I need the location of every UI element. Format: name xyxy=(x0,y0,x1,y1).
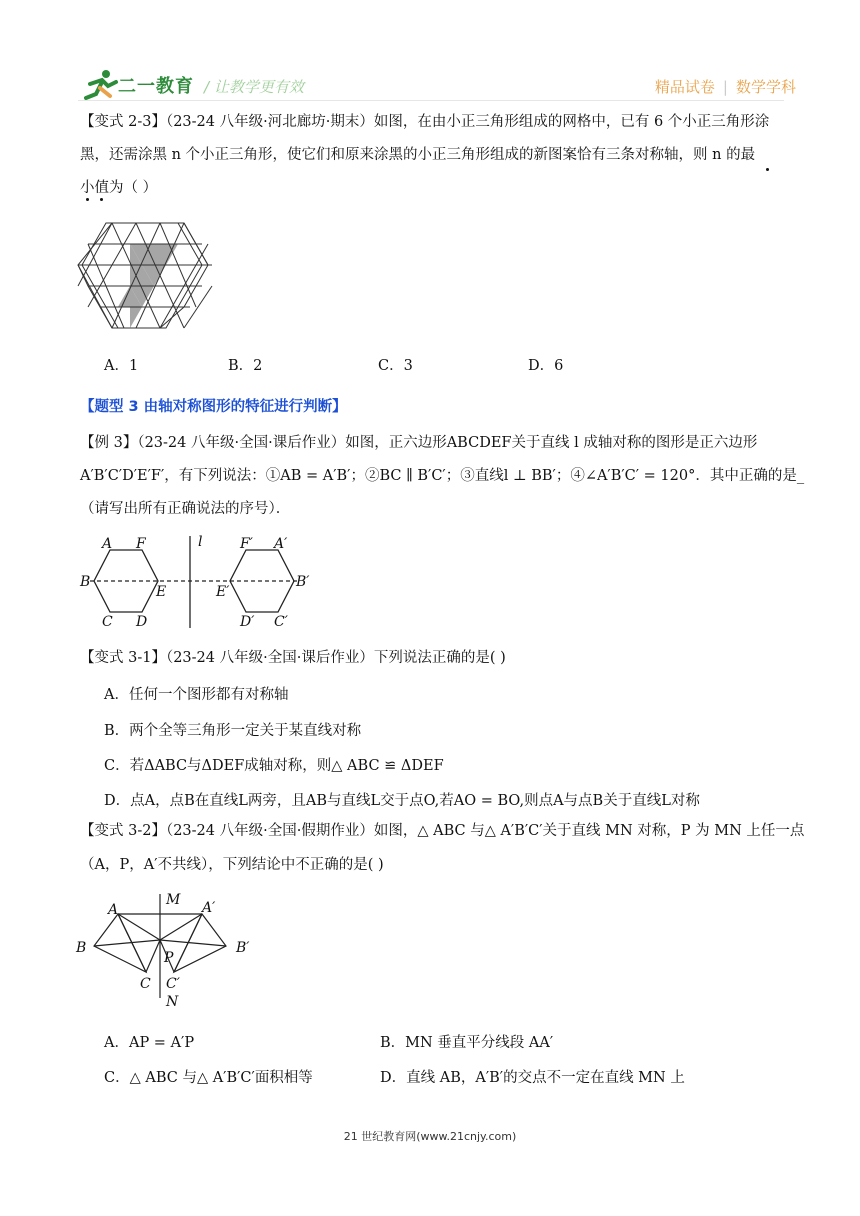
q31-option-c[interactable]: C．若ΔABC与ΔDEF成轴对称，则△ ABC ≌ ΔDEF xyxy=(104,758,444,774)
hexagon-symmetry-figure xyxy=(78,534,338,630)
q31-line1: 【变式 3-1】（23-24 八年级·全国·课后作业）下列说法正确的是( ) xyxy=(80,650,506,666)
label-d-prime: D′ xyxy=(240,614,255,630)
triangle-abc xyxy=(94,914,146,972)
label-c-prime: C′ xyxy=(166,976,180,992)
q23-option-c[interactable]: C．3 xyxy=(378,358,413,374)
q32-line2: （A，P，A′不共线），下列结论中不正确的是( ) xyxy=(80,857,384,873)
q23-line1: 【变式 2-3】（23-24 八年级·河北廊坊·期末）如图，在由小正三角形组成的网格中，已有 6 个小正三角形涂 xyxy=(80,114,770,130)
label-b: B xyxy=(80,574,91,590)
q23-option-b[interactable]: B．2 xyxy=(228,358,263,374)
label-n: N xyxy=(166,994,179,1010)
label-e-prime: E′ xyxy=(216,584,230,600)
q31-option-d[interactable]: D．点A，点B在直线L两旁，且AB与直线L交于点O,若AO = BO,则点A与点B关于直线L对称 xyxy=(104,793,700,809)
triangle-grid-figure xyxy=(76,214,216,334)
section-title: 【题型 3 由轴对称图形的特征进行判断】 xyxy=(80,399,347,415)
label-c-prime: C′ xyxy=(274,614,288,630)
label-f-prime: F′ xyxy=(240,536,253,552)
triangle-prime xyxy=(174,914,226,972)
emphasis-dot xyxy=(766,168,769,171)
emphasis-dot xyxy=(86,198,89,201)
header-label-subject: 数学学科 xyxy=(735,78,796,96)
q32-option-a[interactable]: A．AP = A′P xyxy=(104,1035,195,1051)
footer-source: 21 世纪教育网(www.21cnjy.com) xyxy=(343,1130,517,1143)
ex3-line2: A′B′C′D′E′F′，有下列说法：①AB = A′B′；②BC ∥ B′C′；③直线l ⊥ BB′；④∠A′B′C′ = 120°．其中正确的是_ xyxy=(80,468,805,484)
label-a-prime: A′ xyxy=(202,900,216,916)
label-a: A xyxy=(108,902,119,918)
label-c: C xyxy=(102,614,113,630)
ex3-line1: 【例 3】（23-24 八年级·全国·课后作业）如图，正六边形ABCDEF关于直线 l 成轴对称的图形是正六边形 xyxy=(80,435,758,451)
label-a-prime: A′ xyxy=(274,536,288,552)
label-e: E xyxy=(156,584,167,600)
q32-line1: 【变式 3-2】（23-24 八年级·全国·假期作业）如图，△ ABC 与△ A′B′C′关于直线 MN 对称，P 为 MN 上任一点 xyxy=(80,823,805,839)
q31-option-a[interactable]: A．任何一个图形都有对称轴 xyxy=(104,687,289,703)
ex3-line3: （请写出所有正确说法的序号）． xyxy=(80,501,291,517)
header-label-paper: 精品试卷 xyxy=(654,78,715,96)
label-b: B xyxy=(76,940,87,956)
q23-line2: 黑，还需涂黑 n 个小正三角形，使它们和原来涂黑的小正三角形组成的新图案恰有三条对称轴，则 n 的最 xyxy=(80,147,756,163)
label-m: M xyxy=(166,892,181,908)
emphasis-dot xyxy=(100,198,103,201)
header-separator: | xyxy=(722,78,728,96)
label-l: l xyxy=(198,534,203,550)
logo-runner-icon xyxy=(80,68,120,102)
label-d: D xyxy=(136,614,148,630)
brand-slogan: / 让教学更有效 xyxy=(204,78,304,96)
q32-option-b[interactable]: B．MN 垂直平分线段 AA′ xyxy=(380,1035,554,1051)
brand-name: 二一教育 xyxy=(118,76,194,97)
label-c: C xyxy=(140,976,151,992)
label-b-prime: B′ xyxy=(236,940,250,956)
label-b-prime: B′ xyxy=(296,574,310,590)
q31-option-b[interactable]: B．两个全等三角形一定关于某直线对称 xyxy=(104,723,362,739)
label-f: F xyxy=(136,536,146,552)
label-p: P xyxy=(164,950,174,966)
q23-option-d[interactable]: D．6 xyxy=(528,358,564,374)
triangle-mn-symmetry-figure xyxy=(74,888,274,1012)
header-right xyxy=(655,76,796,97)
q32-option-d[interactable]: D．直线 AB，A′B′的交点不一定在直线 MN 上 xyxy=(380,1070,685,1086)
label-a: A xyxy=(102,536,113,552)
header-divider xyxy=(78,100,784,101)
q23-option-a[interactable]: A．1 xyxy=(104,358,139,374)
q32-option-c[interactable]: C．△ ABC 与△ A′B′C′面积相等 xyxy=(104,1070,313,1086)
q23-line3: 小值为（ ） xyxy=(80,180,158,196)
